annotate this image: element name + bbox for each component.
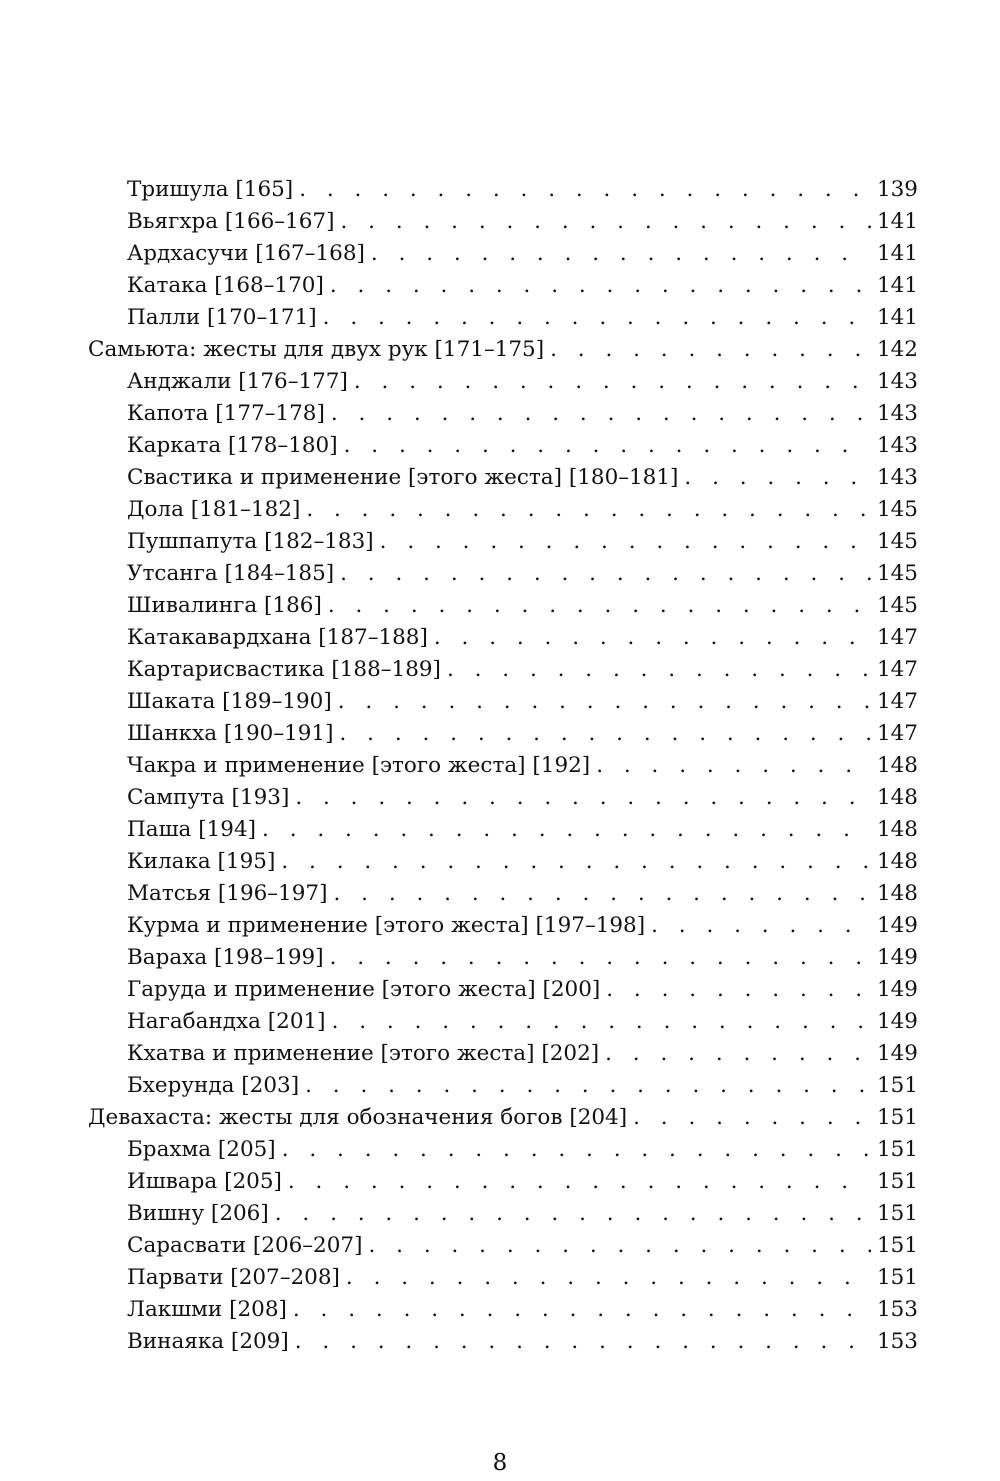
toc-entry: [127, 398, 918, 430]
toc-entry-page: 142: [871, 334, 918, 366]
toc-entry-page: 143: [871, 430, 918, 462]
toc-entry-title: Бхерунда [203]: [127, 1070, 305, 1102]
toc-entry-page: 147: [871, 718, 918, 750]
dot-leader: [550, 334, 871, 366]
dot-leader: [323, 302, 871, 334]
page-number: 8: [492, 1450, 508, 1476]
toc-entry-title: Палли [170–171]: [127, 302, 323, 334]
toc-entry-page: 153: [871, 1294, 918, 1326]
toc-entry-page: 149: [871, 910, 918, 942]
toc-entry-title: Катакавардхана [187–188]: [127, 622, 434, 654]
toc-entry-title: Капота [177–178]: [127, 398, 331, 430]
toc-entry: [127, 654, 918, 686]
toc-entry-page: 145: [871, 494, 918, 526]
dot-leader: [684, 462, 871, 494]
toc-entry: [127, 1230, 918, 1262]
dot-leader: [262, 814, 871, 846]
toc-entry-title: Вьягхра [166–167]: [127, 206, 340, 238]
toc-entry-page: 141: [871, 270, 918, 302]
dot-leader: [447, 654, 871, 686]
toc-entry: [127, 270, 918, 302]
toc-entry-title: Катака [168–170]: [127, 270, 330, 302]
dot-leader: [380, 526, 871, 558]
toc-entry: [127, 1006, 918, 1038]
toc-entry-page: 149: [871, 942, 918, 974]
toc-entry-title: Пушпапута [182–183]: [127, 526, 380, 558]
toc-entry-page: 148: [871, 878, 918, 910]
toc-entry-page: 149: [871, 1038, 918, 1070]
toc-entry-page: 143: [871, 462, 918, 494]
toc-entry: [127, 846, 918, 878]
toc-entry: [127, 942, 918, 974]
dot-leader: [368, 1230, 870, 1262]
toc-entry-title: Сампута [193]: [127, 782, 295, 814]
toc-entry-title: Анджали [176–177]: [127, 366, 354, 398]
dot-leader: [295, 1326, 871, 1358]
table-of-contents: [0, 174, 1000, 1358]
toc-entry-page: 141: [871, 238, 918, 270]
toc-entry: [127, 206, 918, 238]
dot-leader: [434, 622, 871, 654]
toc-entry: [127, 750, 918, 782]
dot-leader: [331, 398, 871, 430]
toc-section-entry: [88, 334, 918, 366]
toc-entry: [127, 302, 918, 334]
dot-leader: [299, 174, 871, 206]
toc-entry-title: Самьюта: жесты для двух рук [171–175]: [88, 334, 550, 366]
toc-entry: [127, 1294, 918, 1326]
toc-entry: [127, 878, 918, 910]
toc-entry-title: Вишну [206]: [127, 1198, 275, 1230]
toc-entry-page: 149: [871, 974, 918, 1006]
toc-entry-page: 143: [871, 398, 918, 430]
toc-entry: [127, 686, 918, 718]
toc-entry: [127, 366, 918, 398]
dot-leader: [346, 1262, 871, 1294]
dot-leader: [340, 558, 871, 590]
toc-entry-title: Тришула [165]: [127, 174, 299, 206]
toc-entry-page: 149: [871, 1006, 918, 1038]
toc-entry-page: 141: [871, 206, 918, 238]
toc-entry-page: 143: [871, 366, 918, 398]
toc-entry-page: 147: [871, 686, 918, 718]
toc-entry-title: Матсья [196–197]: [127, 878, 333, 910]
toc-entry-title: Нагабандха [201]: [127, 1006, 332, 1038]
toc-entry-page: 148: [871, 750, 918, 782]
dot-leader: [275, 1198, 871, 1230]
toc-entry: [127, 494, 918, 526]
dot-leader: [306, 494, 871, 526]
dot-leader: [328, 590, 871, 622]
toc-entry-page: 153: [871, 1326, 918, 1358]
toc-entry: [127, 558, 918, 590]
toc-entry-page: 145: [871, 558, 918, 590]
toc-entry: [127, 430, 918, 462]
toc-entry-title: Карката [178–180]: [127, 430, 344, 462]
dot-leader: [344, 430, 871, 462]
dot-leader: [354, 366, 871, 398]
toc-entry-page: 145: [871, 526, 918, 558]
toc-entry-page: 151: [871, 1166, 918, 1198]
toc-entry: [127, 910, 918, 942]
dot-leader: [281, 846, 871, 878]
toc-entry-title: Курма и применение [этого жеста] [197–198]: [127, 910, 651, 942]
dot-leader: [340, 718, 871, 750]
toc-entry: [127, 1038, 918, 1070]
dot-leader: [651, 910, 871, 942]
toc-entry-title: Винаяка [209]: [127, 1326, 295, 1358]
toc-entry: [127, 782, 918, 814]
dot-leader: [293, 1294, 871, 1326]
toc-entry-page: 151: [871, 1198, 918, 1230]
toc-entry-page: 141: [871, 302, 918, 334]
toc-entry-title: Девахаста: жесты для обозначения богов [204]: [88, 1102, 633, 1134]
toc-entry-title: Парвати [207–208]: [127, 1262, 346, 1294]
toc-entry-page: 139: [871, 174, 918, 206]
dot-leader: [333, 878, 870, 910]
toc-entry-title: Картарисвастика [188–189]: [127, 654, 447, 686]
dot-leader: [295, 782, 871, 814]
toc-entry: [127, 974, 918, 1006]
toc-section-entry: [88, 1102, 918, 1134]
toc-entry-title: Свастика и применение [этого жеста] [180–181]: [127, 462, 684, 494]
toc-entry-title: Брахма [205]: [127, 1134, 282, 1166]
toc-entry-page: 148: [871, 846, 918, 878]
toc-entry-title: Утсанга [184–185]: [127, 558, 340, 590]
toc-entry: [127, 526, 918, 558]
dot-leader: [332, 1006, 871, 1038]
dot-leader: [288, 1166, 871, 1198]
dot-leader: [338, 686, 871, 718]
toc-entry-title: Кхатва и применение [этого жеста] [202]: [127, 1038, 605, 1070]
toc-entry-title: Чакра и применение [этого жеста] [192]: [127, 750, 596, 782]
toc-entry-page: 151: [871, 1070, 918, 1102]
dot-leader: [305, 1070, 871, 1102]
toc-entry-page: 145: [871, 590, 918, 622]
toc-entry-title: Килака [195]: [127, 846, 281, 878]
toc-entry-title: Ишвара [205]: [127, 1166, 288, 1198]
dot-leader: [330, 270, 871, 302]
toc-entry: [127, 1262, 918, 1294]
toc-entry-title: Паша [194]: [127, 814, 262, 846]
toc-entry-title: Ардхасучи [167–168]: [127, 238, 371, 270]
toc-entry-page: 151: [871, 1134, 918, 1166]
dot-leader: [605, 1038, 871, 1070]
toc-entry: [127, 238, 918, 270]
toc-entry-title: Шивалинга [186]: [127, 590, 328, 622]
toc-entry-title: Шанкха [190–191]: [127, 718, 340, 750]
toc-entry: [127, 1134, 918, 1166]
toc-entry-title: Вараха [198–199]: [127, 942, 330, 974]
toc-entry: [127, 1070, 918, 1102]
dot-leader: [606, 974, 871, 1006]
toc-entry: [127, 622, 918, 654]
toc-entry: [127, 462, 918, 494]
toc-entry-page: 151: [871, 1230, 918, 1262]
toc-entry: [127, 174, 918, 206]
toc-entry-page: 148: [871, 782, 918, 814]
dot-leader: [330, 942, 871, 974]
dot-leader: [282, 1134, 871, 1166]
toc-entry-page: 151: [871, 1262, 918, 1294]
dot-leader: [596, 750, 871, 782]
toc-entry-title: Дола [181–182]: [127, 494, 306, 526]
toc-entry: [127, 590, 918, 622]
toc-entry-page: 151: [871, 1102, 918, 1134]
toc-entry-title: Сарасвати [206–207]: [127, 1230, 368, 1262]
toc-entry: [127, 1198, 918, 1230]
dot-leader: [371, 238, 871, 270]
toc-entry-page: 148: [871, 814, 918, 846]
toc-entry: [127, 1166, 918, 1198]
toc-entry-page: 147: [871, 622, 918, 654]
toc-entry-page: 147: [871, 654, 918, 686]
toc-entry: [127, 814, 918, 846]
toc-entry-title: Лакшми [208]: [127, 1294, 293, 1326]
toc-entry-title: Шаката [189–190]: [127, 686, 338, 718]
toc-entry: [127, 718, 918, 750]
dot-leader: [633, 1102, 871, 1134]
dot-leader: [340, 206, 870, 238]
toc-entry: [127, 1326, 918, 1358]
toc-entry-title: Гаруда и применение [этого жеста] [200]: [127, 974, 606, 1006]
